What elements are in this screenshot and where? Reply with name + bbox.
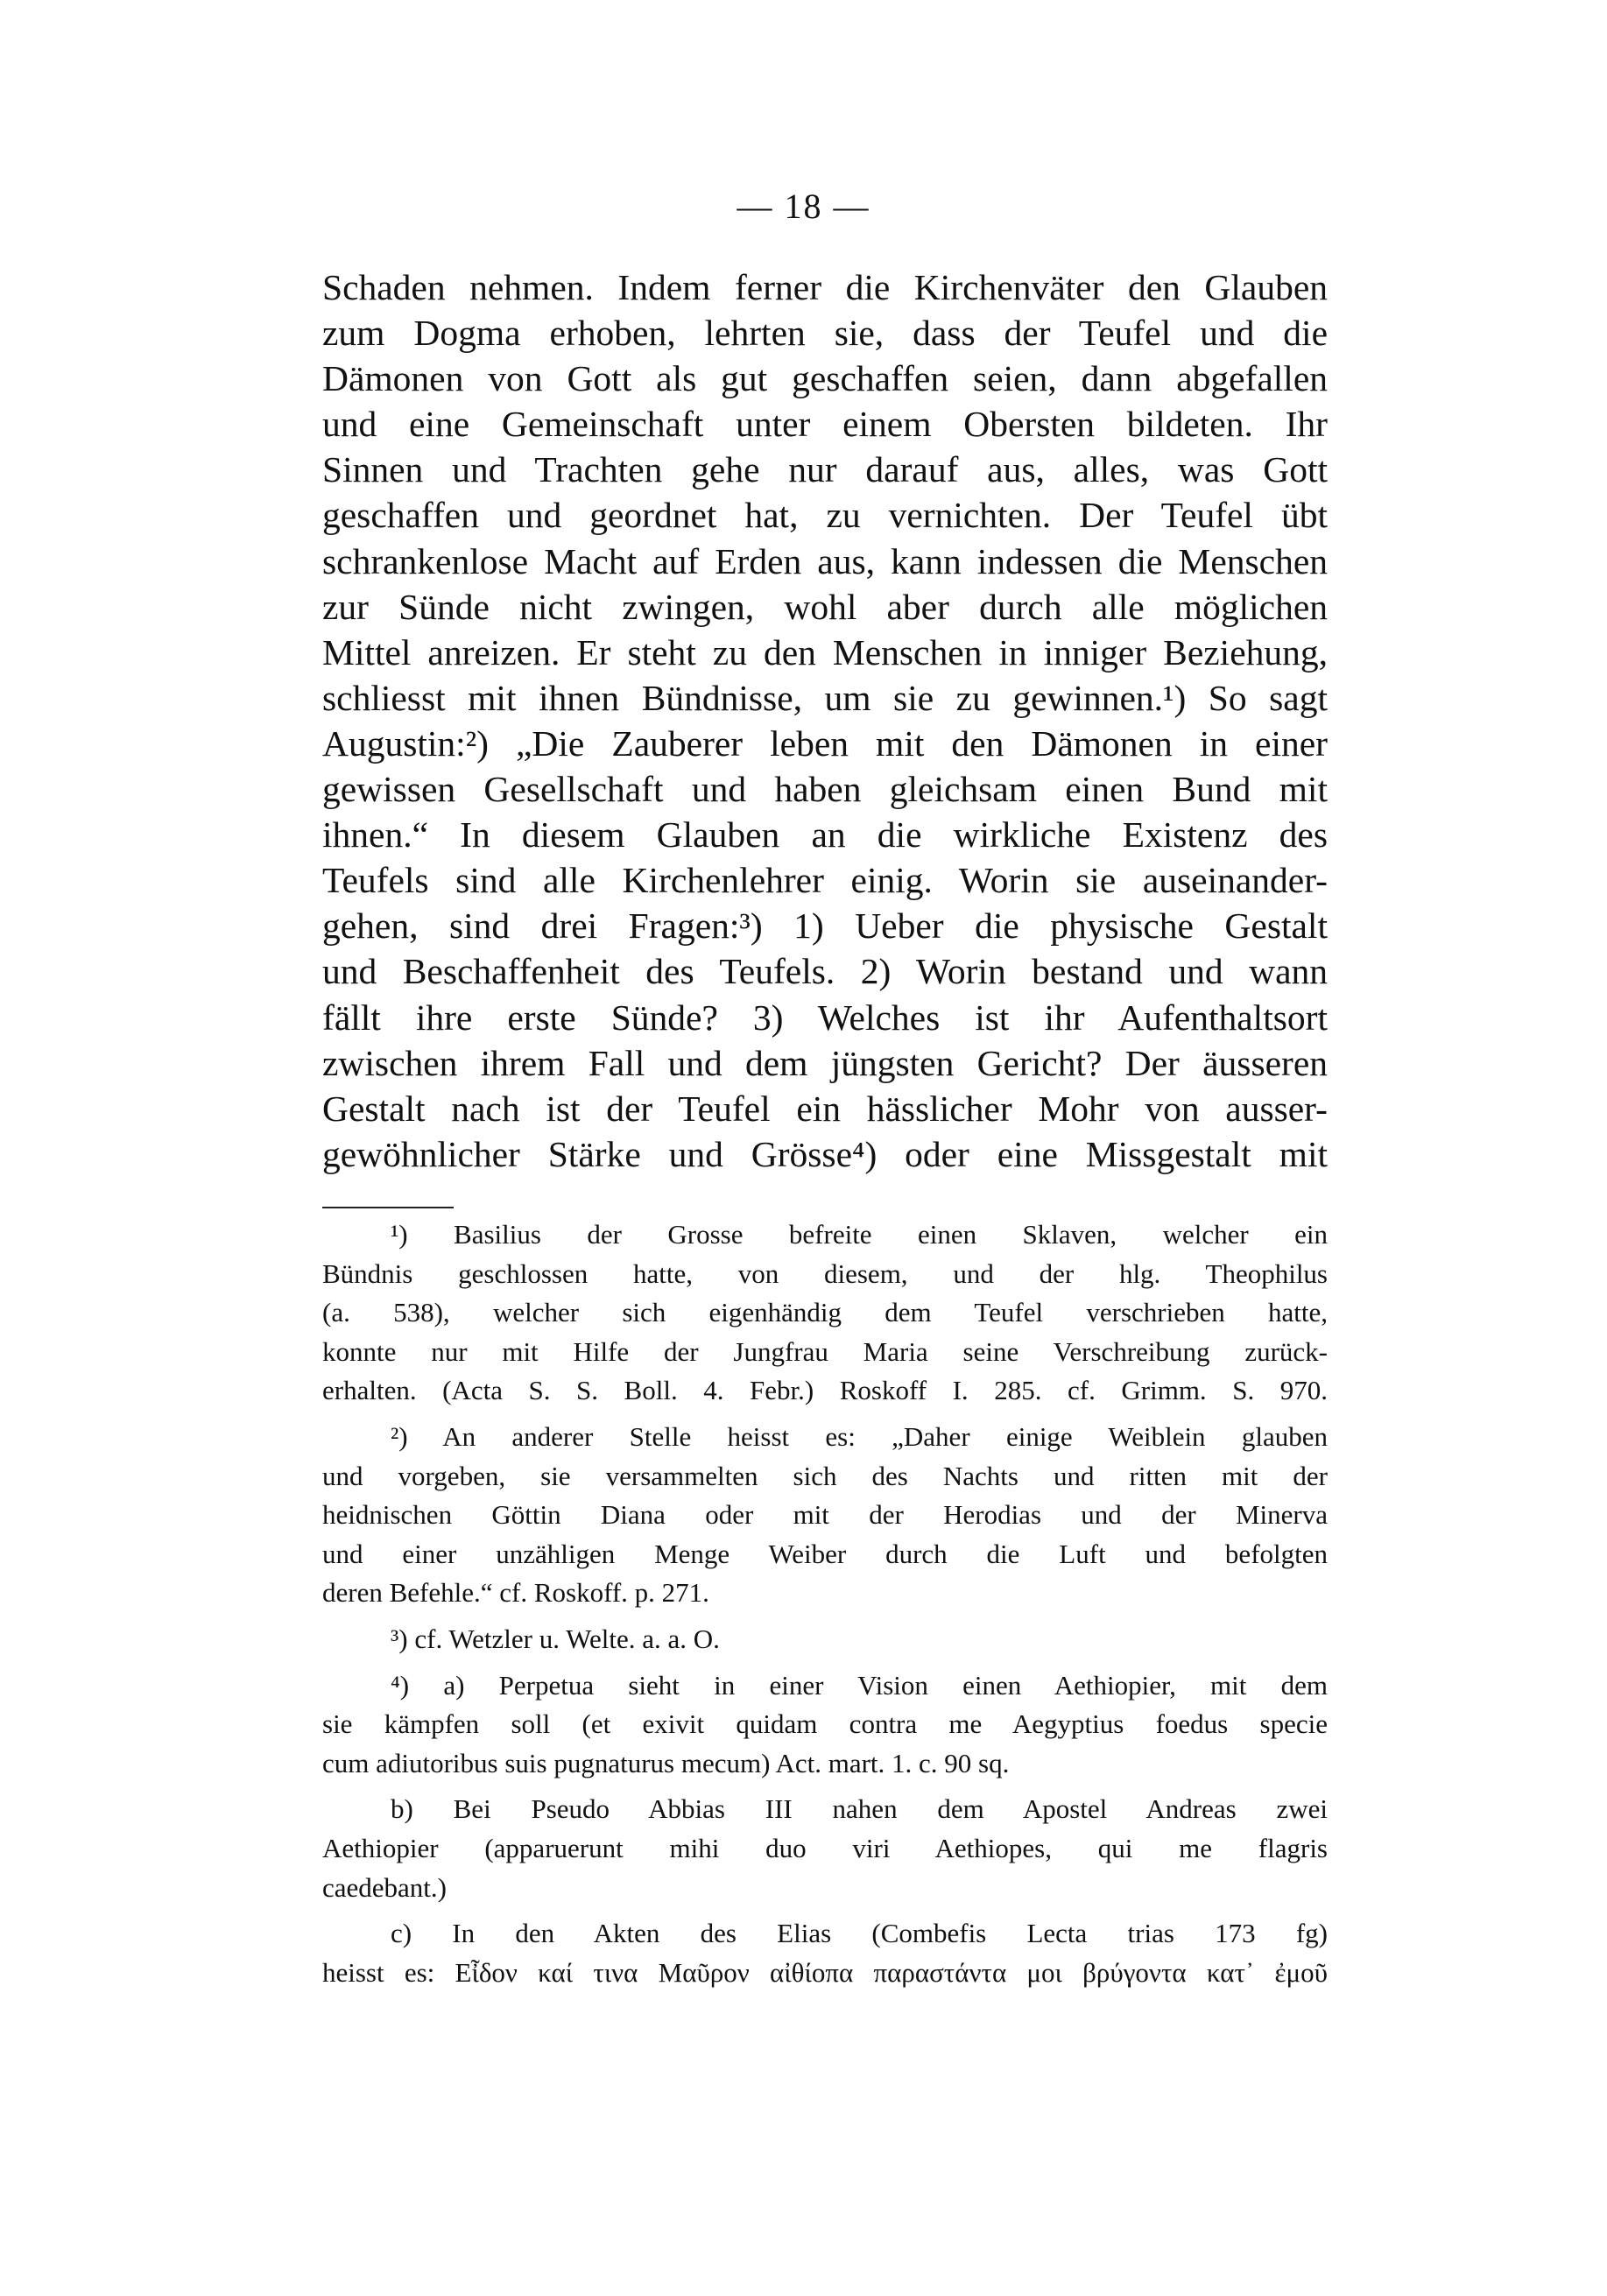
footnote-divider — [322, 1207, 454, 1208]
footnote-line: konnte nur mit Hilfe der Jungfrau Maria seine Verschreibung zurück- — [322, 1335, 1328, 1367]
text-line: zur Sünde nicht zwingen, wohl aber durch alle möglichen — [322, 586, 1328, 627]
footnote-line: Aethiopier (apparuerunt mihi duo viri Aethiopes, qui me flagris — [322, 1832, 1328, 1863]
footnote-line: ⁴) a) Perpetua sieht in einer Vision einen Aethiopier, mit dem — [391, 1669, 1328, 1701]
text-line: und eine Gemeinschaft unter einem Obersten bildeten. Ihr — [322, 404, 1328, 445]
footnote-line: erhalten. (Acta S. S. Boll. 4. Febr.) Roskoff I. 285. cf. Grimm. S. 970. — [322, 1375, 1328, 1406]
text-line: Teufels sind alle Kirchenlehrer einig. Worin sie auseinander- — [322, 860, 1328, 901]
text-line: zwischen ihrem Fall und dem jüngsten Gericht? Der äusseren — [322, 1042, 1328, 1083]
footnote-line: deren Befehle.“ cf. Roskoff. p. 271. — [322, 1577, 709, 1609]
main-text — [322, 264, 1328, 1177]
text-line: gewissen Gesellschaft und haben gleichsam einen Bund mit — [322, 769, 1328, 810]
footnote-line: sie kämpfen soll (et exivit quidam contra me Aegyptius foedus specie — [322, 1708, 1328, 1740]
text-line: Augustin:²) „Die Zauberer leben mit den Dämonen in einer — [322, 722, 1328, 764]
footnote-line: heidnischen Göttin Diana oder mit der Herodias und der Minerva — [322, 1499, 1328, 1531]
text-line: zum Dogma erhoben, lehrten sie, dass der Teufel und die — [322, 313, 1328, 354]
text-line: schliesst mit ihnen Bündnisse, um sie zu gewinnen.¹) So sagt — [322, 677, 1328, 718]
text-line: Schaden nehmen. Indem ferner die Kirchenväter den Glauben — [322, 267, 1328, 307]
footnote-line: ²) An anderer Stelle heisst es: „Daher einige Weiblein glauben — [391, 1420, 1328, 1452]
text-line: fällt ihre erste Sünde? 3) Welches ist ihr Aufenthaltsort — [322, 997, 1328, 1038]
footnote-line: b) Bei Pseudo Abbias III nahen dem Apostel Andreas zwei — [391, 1793, 1328, 1825]
text-line: schrankenlose Macht auf Erden aus, kann indessen die Menschen — [322, 540, 1328, 581]
text-line: Sinnen und Trachten gehe nur darauf aus, alles, was Gott — [322, 449, 1328, 490]
text-line: gewöhnlicher Stärke und Grösse⁴) oder eine Missgestalt mit — [322, 1133, 1328, 1174]
footnote-line: ¹) Basilius der Grosse befreite einen Sklaven, welcher ein — [391, 1219, 1328, 1250]
text-line: geschaffen und geordnet hat, zu vernichten. Der Teufel übt — [322, 495, 1328, 536]
text-line: Gestalt nach ist der Teufel ein hässlicher Mohr von ausser- — [322, 1088, 1328, 1129]
footnote-line: (a. 538), welcher sich eigenhändig dem Teufel verschrieben hatte, — [322, 1297, 1328, 1328]
footnote-line: und einer unzähligen Menge Weiber durch die Luft und befolgten — [322, 1538, 1328, 1569]
text-line: Mittel anreizen. Er steht zu den Menschen in inniger Beziehung, — [322, 631, 1328, 673]
footnote-line: Bündnis geschlossen hatte, von diesem, und der hlg. Theophilus — [322, 1257, 1328, 1289]
footnotes — [322, 1207, 1328, 1992]
footnote-line: heisst es: Εἶδον καί τινα Μαῦρον αἰθίοπα παραστάντα μοι βρύγοντα κατ᾽ ἐμοῦ — [322, 1956, 1328, 1988]
text-line: gehen, sind drei Fragen:³) 1) Ueber die physische Gestalt — [322, 905, 1328, 947]
text-line: Dämonen von Gott als gut geschaffen seien, dann abgefallen — [322, 358, 1328, 399]
text-line: ihnen.“ In diesem Glauben an die wirkliche Existenz des — [322, 814, 1328, 856]
footnote-line: caedebant.) — [322, 1871, 447, 1903]
footnote-line: c) In den Akten des Elias (Combefis Lecta trias 173 fg) — [391, 1918, 1328, 1949]
footnote-line: cum adiutoribus suis pugnaturus mecum) Act. mart. 1. c. 90 sq. — [322, 1747, 1010, 1778]
page-number: — 18 — — [737, 187, 870, 226]
text-line: und Beschaffenheit des Teufels. 2) Worin bestand und wann — [322, 951, 1328, 992]
footnote-line: und vorgeben, sie versammelten sich des Nachts und ritten mit der — [322, 1460, 1328, 1491]
footnote-line: ³) cf. Wetzler u. Welte. a. a. O. — [391, 1623, 720, 1654]
